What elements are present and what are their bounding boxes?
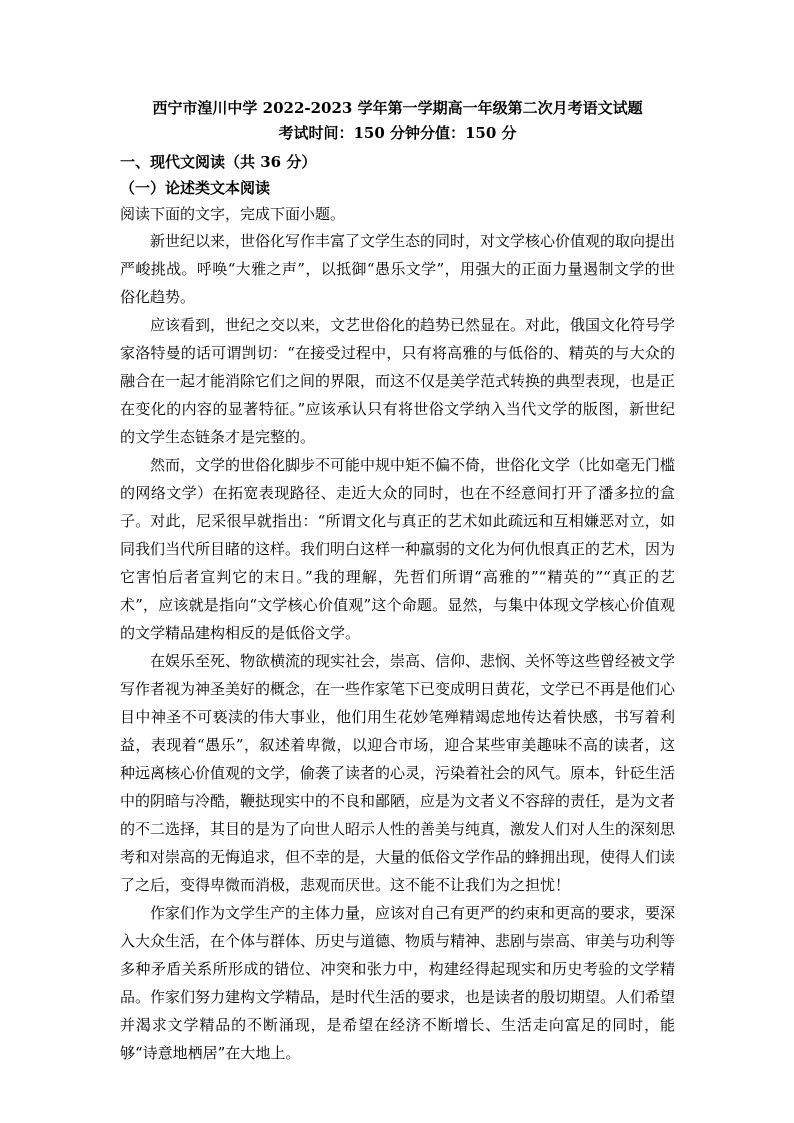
exam-title: 西宁市湟川中学 2022-2023 学年第一学期高一年级第二次月考语文试题 <box>152 99 643 117</box>
passage-paragraph-3: 然而，文学的世俗化脚步不可能中规中矩不偏不倚，世俗化文学（比如毫无门槛的网络文学）在拓宽表现路径、走近大众的同时，也在不经意间打开了潘多拉的盒子。对此，尼采很早就指出：“所谓文化与真正的艺术如此疏远和互相嫌恶对立，如同我们当代所目睹的这样。我们明白这样一种羸弱的文化为何仇恨真正的艺术，因为它害怕后者宣判它的末日。”我的理解，先哲们所谓“高雅的”“精英的”“真正的艺术”，应该就是指向“文学核心价值观”这个命题。显然，与集中体现文学核心价值观的文学精品建构相反的是低俗文学。 <box>120 456 676 642</box>
passage-paragraph-4: 在娱乐至死、物欲横流的现实社会，崇高、信仰、悲悯、关怀等这些曾经被文学写作者视为神圣美好的概念，在一些作家笔下已变成明日黄花，文学已不再是他们心目中神圣不可亵渎的伟大事业，他们用生花妙笔殚精竭虑地传达着快感，书写着利益，表现着“愚乐”，叙述着卑微，以迎合市场，迎合某些审美趣味不高的读者，这种远离核心价值观的文学，偷袭了读者的心灵，污染着社会的风气。原本，针砭生活中的阴暗与冷酷，鞭挞现实中的不良和鄙陋，应是为文者义不容辞的责任，是为文者的不二选择，其目的是为了向世人昭示人性的善美与纯真，激发人们对人生的深刻思考和对崇高的无悔追求，但不幸的是，大量的低俗文学作品的蜂拥出现，使得人们读了之后，变得卑微而消极，悲观而厌世。这不能不让我们为之担忧！ <box>120 652 676 894</box>
reading-instruction: 阅读下面的文字，完成下面小题。 <box>120 205 346 223</box>
section-heading: 一、现代文阅读（共 36 分） <box>120 153 317 171</box>
passage-paragraph-5: 作家们作为文学生产的主体力量，应该对自己有更严的约束和更高的要求，要深入大众生活，在个体与群体、历史与道德、物质与精神、悲剧与崇高、审美与功利等多种矛盾关系所形成的错位、冲突和张力中，构建经得起现实和历史考验的文学精品。作家们努力建构文学精品，是时代生活的要求，也是读者的殷切期望。人们希望并渴求文学精品的不断涌现，是希望在经济不断增长、生活走向富足的同时，能够“诗意地栖居”在大地上。 <box>120 904 676 1062</box>
passage-paragraph-1: 新世纪以来，世俗化写作丰富了文学生态的同时，对文学核心价值观的取向提出严峻挑战。呼唤“大雅之声”，以抵御“愚乐文学”，用强大的正面力量遏制文学的世俗化趋势。 <box>120 232 676 306</box>
exam-info: 考试时间：150 分钟分值：150 分 <box>278 124 517 142</box>
section-subheading: （一）论述类文本阅读 <box>120 179 271 197</box>
passage-paragraph-2: 应该看到，世纪之交以来，文艺世俗化的趋势已然显在。对此，俄国文化符号学家洛特曼的话可谓剀切：“在接受过程中，只有将高雅的与低俗的、精英的与大众的融合在一起才能消除它们之间的界限，而这不仅是美学范式转换的典型表现，也是正在变化的内容的显著特征。”应该承认只有将世俗文学纳入当代文学的版图，新世纪的文学生态链条才是完整的。 <box>120 316 676 446</box>
document-content <box>120 95 675 1067</box>
